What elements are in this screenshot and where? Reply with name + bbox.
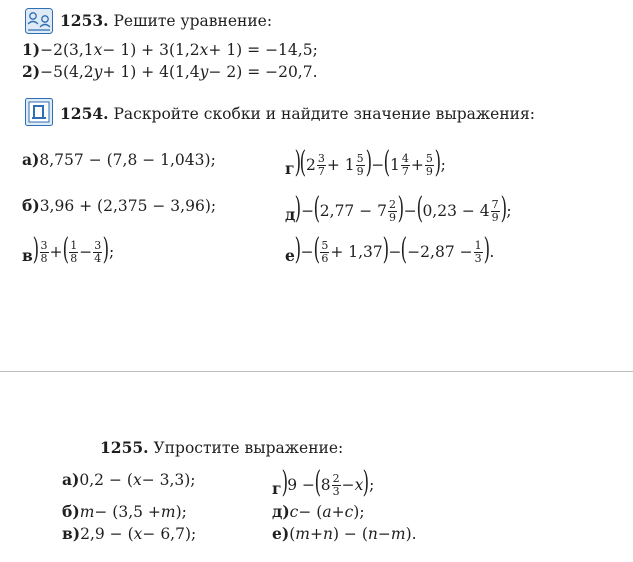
problem-title: Упростите выражение: xyxy=(153,438,344,457)
problem-number: 1254. xyxy=(60,104,109,123)
problem-1254-header xyxy=(60,104,535,123)
expr-g: г) ( 2 $\frac{3}{7}$ + 1 $\frac{5}{9}$ ) − ( 1 $\frac{4}{7}$ + $\frac{5}{9}$ ) ; xyxy=(285,145,446,180)
equation-1: 1) −2(3,1 x − 1) + 3(1,2 x + 1) = −14,5; xyxy=(22,40,318,59)
simplify-e: е) ( m + n ) − ( n − m ). xyxy=(272,524,417,543)
divider xyxy=(0,371,633,372)
problem-number: 1255. xyxy=(100,438,149,457)
simplify-d: д) c − ( a + c ); xyxy=(272,502,365,521)
problem-title: Раскройте скобки и найдите значение выражения: xyxy=(113,104,535,123)
problem-number: 1253. xyxy=(60,11,109,30)
expr-v: в) $\frac{3}{8}$ + ( $\frac{1}{8}$ − $\frac{3}{4}$ ) ; xyxy=(22,232,115,267)
expr-e: е) − ( $\frac{5}{6}$ + 1,37 ) − ( −2,87 − $\frac{1}{3}$ ) . xyxy=(285,232,495,267)
problem-title: Решите уравнение: xyxy=(113,11,273,30)
problem-1253-header xyxy=(60,11,272,30)
simplify-g: г) 9 − ( 8 $\frac{2}{3}$ − x ) ; xyxy=(272,465,375,500)
simplify-v: в) 2,9 − ( x − 6,7); xyxy=(62,524,197,543)
textbook-icon xyxy=(25,98,53,126)
expr-a: а) 8,757 − (7,8 − 1,043); xyxy=(22,150,216,169)
pair-work-icon xyxy=(25,8,53,34)
equation-2: 2) −5(4,2 y + 1) + 4(1,4 y − 2) = −20,7. xyxy=(22,62,318,81)
simplify-a: а) 0,2 − ( x − 3,3); xyxy=(62,470,196,489)
simplify-b: б) m − (3,5 + m ); xyxy=(62,502,187,521)
expr-d: д) − ( 2,77 − 7 $\frac{2}{9}$ ) − ( 0,23 − 4 $\frac{7}{9}$ ) ; xyxy=(285,191,512,226)
problem-1255-header xyxy=(100,438,343,457)
expr-b: б) 3,96 + (2,375 − 3,96); xyxy=(22,196,217,215)
